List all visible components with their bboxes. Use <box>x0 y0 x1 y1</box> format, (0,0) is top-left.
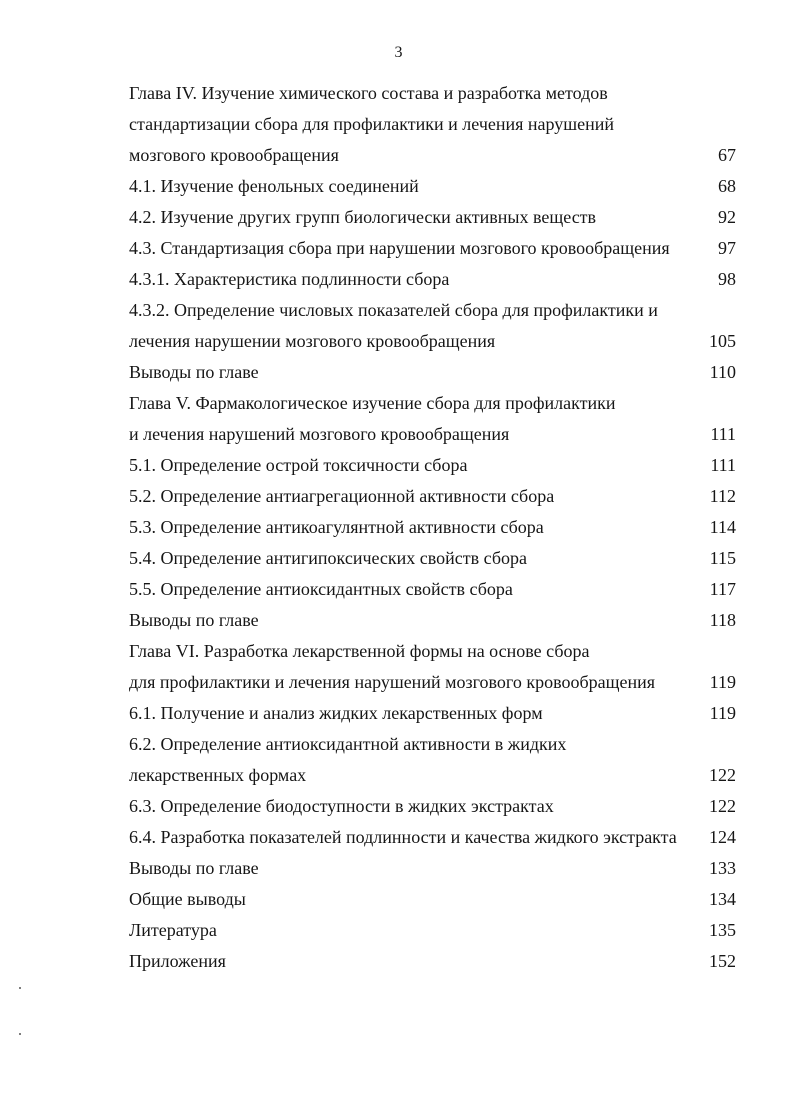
toc-entry-text: Глава IV. Изучение химического состава и разработка методов <box>129 83 608 103</box>
toc-entry-page: 119 <box>709 703 736 723</box>
toc-entry-text: 4.2. Изучение других групп биологически активных веществ <box>129 207 597 227</box>
toc-entry-page: 111 <box>710 424 736 444</box>
scan-speck <box>19 987 21 989</box>
toc-entry-page: 118 <box>709 610 736 630</box>
toc-entry-page: 152 <box>709 951 736 971</box>
toc-entry-text: лечения нарушении мозгового кровообращения <box>129 331 496 351</box>
toc-entry-page: 97 <box>718 238 736 258</box>
toc-entry-page: 122 <box>709 796 736 816</box>
toc-entry-text: 4.3.2. Определение числовых показателей сбора для профилактики и <box>129 300 658 320</box>
toc-entry-page: 115 <box>709 548 736 568</box>
toc-entry-text: 5.3. Определение антикоагулянтной активности сбора <box>129 517 544 537</box>
toc-entry-text: лекарственных формах <box>129 765 307 785</box>
toc-entry-text: 4.3. Стандартизация сбора при нарушении мозгового кровообращения <box>129 238 670 258</box>
toc-entry-text: для профилактики и лечения нарушений мозгового кровообращения <box>129 672 655 692</box>
toc-entry-text: и лечения нарушений мозгового кровообращения <box>129 424 510 444</box>
toc-entry-page: 112 <box>709 486 736 506</box>
toc-entry-page: 98 <box>718 269 736 289</box>
toc-entry-text: мозгового кровообращения <box>129 145 339 165</box>
toc-entry-text: 4.3.1. Характеристика подлинности сбора <box>129 269 450 289</box>
toc-entry-page: 92 <box>718 207 736 227</box>
toc-entry-text: Выводы по главе <box>129 610 259 630</box>
toc-entry-text: 5.2. Определение антиагрегационной активности сбора <box>129 486 555 506</box>
toc-entry-text: 6.1. Получение и анализ жидких лекарственных форм <box>129 703 543 723</box>
toc-entry-text: Выводы по главе <box>129 858 259 878</box>
toc-entry-text: 6.4. Разработка показателей подлинности и качества жидкого экстракта <box>129 827 677 847</box>
toc-entry-page: 122 <box>709 765 736 785</box>
toc-entry-page: 110 <box>709 362 736 382</box>
toc-entry-page: 105 <box>709 331 736 351</box>
toc-entry-page: 119 <box>709 672 736 692</box>
toc-entry-text: Глава V. Фармакологическое изучение сбора для профилактики <box>129 393 616 413</box>
toc-entry-text: 5.1. Определение острой токсичности сбора <box>129 455 468 475</box>
toc-entry-text: Выводы по главе <box>129 362 259 382</box>
toc-entry-page: 133 <box>709 858 736 878</box>
toc-entry-page: 111 <box>710 455 736 475</box>
toc-entry-text: 5.5. Определение антиоксидантных свойств сбора <box>129 579 513 599</box>
toc-entry-text: Литература <box>129 920 217 940</box>
toc-entry-text: 5.4. Определение антигипоксических свойств сбора <box>129 548 528 568</box>
toc-entry-text: 6.2. Определение антиоксидантной активности в жидких <box>129 734 567 754</box>
toc-entry-page: 135 <box>709 920 736 940</box>
toc-entry-text: стандартизации сбора для профилактики и лечения нарушений <box>129 114 615 134</box>
toc-entry-page: 124 <box>709 827 736 847</box>
toc-entry-page: 117 <box>709 579 736 599</box>
toc-entry-text: Общие выводы <box>129 889 246 909</box>
toc-entry-page: 67 <box>718 145 736 165</box>
toc-entry-page: 68 <box>718 176 736 196</box>
toc-entry-text: Приложения <box>129 951 226 971</box>
toc-entry-text: 6.3. Определение биодоступности в жидких экстрактах <box>129 796 554 816</box>
page-number: 3 <box>394 44 403 61</box>
toc-entry-text: Глава VI. Разработка лекарственной формы на основе сбора <box>129 641 590 661</box>
scan-speck <box>19 1033 21 1035</box>
toc-entry-page: 114 <box>709 517 736 537</box>
toc-entry-page: 134 <box>709 889 736 909</box>
toc-entry-text: 4.1. Изучение фенольных соединений <box>129 176 419 196</box>
